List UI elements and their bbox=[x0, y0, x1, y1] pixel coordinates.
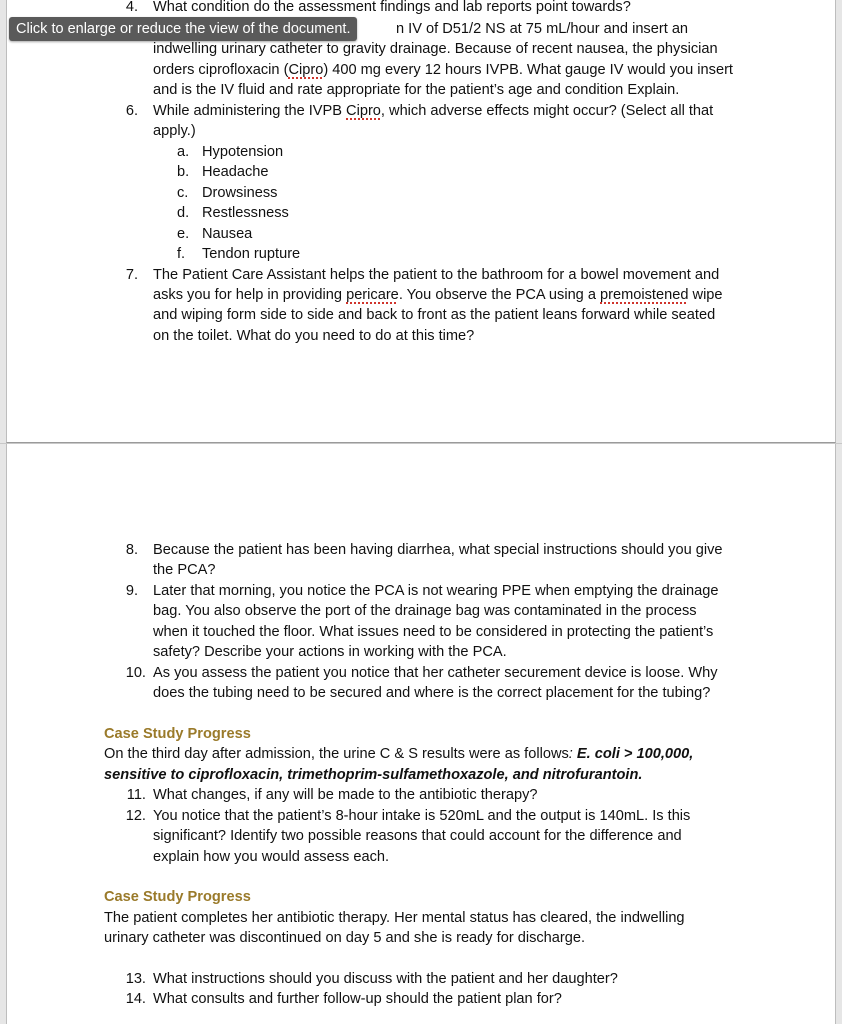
question-9-line-2: bag. You also observe the port of the drainage bag was contaminated in the process bbox=[153, 603, 697, 619]
progress-1-line-2: sensitive to ciprofloxacin, trimethoprim-sulfamethoxazole, and nitrofurantoin. bbox=[104, 767, 643, 783]
question-5-line-2: indwelling urinary catheter to gravity drainage. Because of recent nausea, the physician bbox=[153, 41, 718, 57]
progress-2-line-2: urinary catheter was discontinued on day 5 and she is ready for discharge. bbox=[104, 930, 586, 946]
option-letter: e. bbox=[177, 226, 190, 242]
question-6-line-2: apply.) bbox=[153, 123, 196, 139]
question-12-line-2: significant? Identify two possible reasons that could account for the difference and bbox=[153, 828, 682, 844]
option-text: Hypotension bbox=[202, 144, 284, 160]
question-14-number: 14. bbox=[125, 991, 146, 1007]
question-10-line-2: does the tubing need to be secured and where is the correct placement for the tubing? bbox=[153, 685, 711, 701]
option-letter: f. bbox=[177, 246, 186, 262]
question-9-line-3: when it touched the floor. What issues need to be considered in protecting the patient’s bbox=[153, 624, 714, 640]
option-letter: d. bbox=[177, 205, 190, 221]
question-5-line-1: n IV of D51/2 NS at 75 mL/hour and insert an bbox=[396, 21, 689, 37]
question-4-number: 4. bbox=[125, 0, 138, 15]
question-8-line-2: the PCA? bbox=[153, 562, 216, 578]
question-12-line-3: explain how you would assess each. bbox=[153, 849, 390, 865]
question-7-line-2: asks you for help in providing pericare. You observe the PCA using a premoistened wipe bbox=[153, 287, 723, 303]
question-7-line-1: The Patient Care Assistant helps the patient to the bathroom for a bowel movement and bbox=[153, 267, 720, 283]
question-10-line-1: As you assess the patient you notice that her catheter securement device is loose. Why bbox=[153, 665, 718, 681]
option-letter: b. bbox=[177, 164, 190, 180]
question-5-line-3: orders ciprofloxacin (Cipro) 400 mg every 12 hours IVPB. What gauge IV would you insert bbox=[153, 62, 733, 78]
option-text: Nausea bbox=[202, 226, 253, 242]
spelling-mark: pericare bbox=[346, 287, 399, 303]
question-9-number: 9. bbox=[125, 583, 138, 599]
option-text: Tendon rupture bbox=[202, 246, 301, 262]
question-9-line-4: safety? Describe your actions in working with the PCA. bbox=[153, 644, 507, 660]
question-6-line-1: While administering the IVPB Cipro, which adverse effects might occur? (Select all that bbox=[153, 103, 714, 119]
zoom-tooltip: Click to enlarge or reduce the view of the document. bbox=[9, 17, 357, 41]
question-11-line-1: What changes, if any will be made to the antibiotic therapy? bbox=[153, 787, 538, 803]
question-5-line-4: and is the IV fluid and rate appropriate for the patient’s age and condition Explain. bbox=[153, 82, 680, 98]
question-8-number: 8. bbox=[125, 542, 138, 558]
question-11-number: 11. bbox=[126, 787, 146, 803]
question-7-number: 7. bbox=[125, 267, 138, 283]
question-14-line-1: What consults and further follow-up should the patient plan for? bbox=[153, 991, 562, 1007]
question-13-line-1: What instructions should you discuss with the patient and her daughter? bbox=[153, 971, 618, 987]
question-13-number: 13. bbox=[125, 971, 146, 987]
spelling-mark: premoistened bbox=[600, 287, 689, 303]
option-text: Headache bbox=[202, 164, 269, 180]
progress-1-line-1: On the third day after admission, the urine C & S results were as follows: E. coli > 100,000, bbox=[104, 746, 694, 762]
question-7-line-3: and wiping form side to side and back to front as the patient leans forward while seated bbox=[153, 307, 716, 323]
question-12-number: 12. bbox=[125, 808, 146, 824]
spelling-mark: Cipro bbox=[288, 62, 324, 78]
option-letter: c. bbox=[177, 185, 189, 201]
progress-2-line-1: The patient completes her antibiotic therapy. Her mental status has cleared, the indwelling bbox=[104, 910, 685, 926]
option-letter: a. bbox=[177, 144, 190, 160]
question-12-line-1: You notice that the patient’s 8-hour intake is 520mL and the output is 140mL. Is this bbox=[153, 808, 691, 824]
question-8-line-1: Because the patient has been having diarrhea, what special instructions should you give bbox=[153, 542, 723, 558]
question-9-line-1: Later that morning, you notice the PCA is not wearing PPE when emptying the drainage bbox=[153, 583, 719, 599]
question-6-number: 6. bbox=[125, 103, 138, 119]
spelling-mark: Cipro bbox=[346, 103, 381, 119]
case-study-progress-heading: Case Study Progress bbox=[104, 889, 251, 905]
option-text: Drowsiness bbox=[202, 185, 278, 201]
question-4-text: What condition do the assessment findings and lab reports point towards? bbox=[153, 0, 631, 15]
case-study-progress-heading: Case Study Progress bbox=[104, 726, 251, 742]
question-10-number: 10. bbox=[125, 665, 146, 681]
question-7-line-4: on the toilet. What do you need to do at this time? bbox=[153, 328, 475, 344]
option-text: Restlessness bbox=[202, 205, 289, 221]
